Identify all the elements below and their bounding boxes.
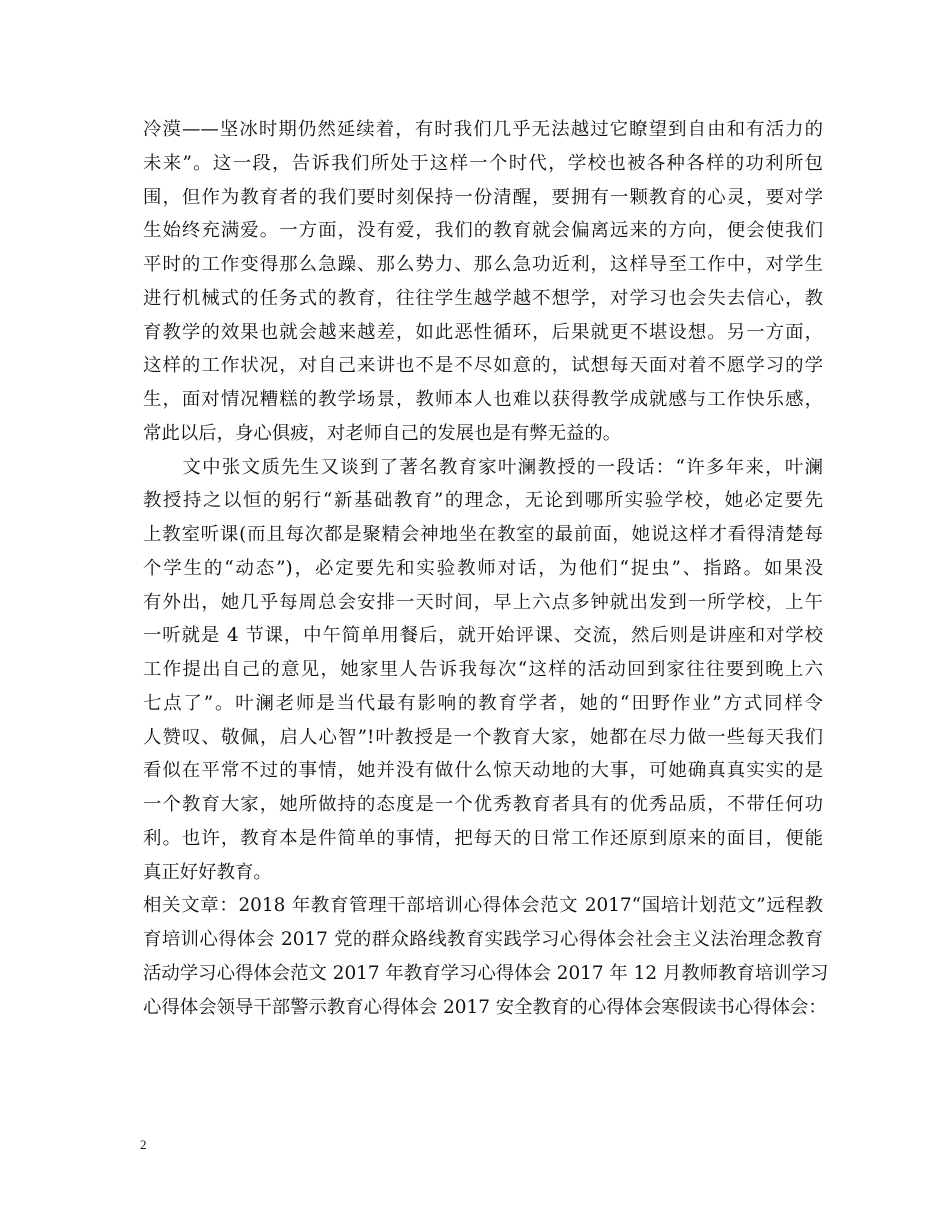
text-line: 围，但作为教育者的我们要时刻保持一份清醒，要拥有一颗教育的心灵，要对学 [143, 187, 823, 208]
text-line: 常此以后，身心俱疲，对老师自己的发展也是有弊无益的。 [143, 423, 622, 444]
text-line: 冷漠——坚冰时期仍然延续着，有时我们几乎无法越过它瞭望到自由和有活力的 [143, 119, 823, 140]
text-line: 一听就是 4 节课，中午简单用餐后，就开始评课、交流，然后则是讲座和对学校 [143, 625, 823, 646]
text-line: 育教学的效果也就会越来越差，如此恶性循环，后果就更不堪设想。另一方面， [143, 322, 823, 343]
related-articles-line: 相关文章：2018 年教育管理干部培训心得体会范文 2017“国培计划范文”远程教 [143, 895, 823, 916]
text-line: 有外出，她几乎每周总会安排一天时间，早上六点多钟就出发到一所学校，上午 [143, 592, 823, 613]
page-number: 2 [140, 1137, 147, 1152]
related-articles-line: 育培训心得体会 2017 党的群众路线教育实践学习心得体会社会主义法治理念教育 [143, 929, 823, 950]
text-line: 平时的工作变得那么急躁、那么势力、那么急功近利，这样导至工作中，对学生 [143, 254, 823, 275]
text-line: 文中张文质先生又谈到了著名教育家叶澜教授的一段话：“许多年来，叶澜 [143, 457, 823, 478]
related-articles-line: 心得体会领导干部警示教育心得体会 2017 安全教育的心得体会寒假读书心得体会： [143, 997, 827, 1018]
text-line: 未来”。这一段，告诉我们所处于这样一个时代，学校也被各种各样的功利所包 [143, 153, 823, 174]
text-line: 利。也许，教育本是件简单的事情，把每天的日常工作还原到原来的面目，便能 [143, 828, 823, 849]
text-line: 一个教育大家，她所做持的态度是一个优秀教育者具有的优秀品质，不带任何功 [143, 794, 823, 815]
text-line: 人赞叹、敬佩，启人心智”!叶教授是一个教育大家，她都在尽力做一些每天我们 [143, 727, 823, 748]
text-line: 生，面对情况糟糕的教学场景，教师本人也难以获得教学成就感与工作快乐感， [143, 389, 823, 410]
related-articles-line: 活动学习心得体会范文 2017 年教育学习心得体会 2017 年 12 月教师教育培训学习 [143, 963, 829, 984]
text-line: 七点了”。叶澜老师是当代最有影响的教育学者，她的“田野作业”方式同样令 [143, 693, 823, 714]
text-line: 教授持之以恒的躬行“新基础教育”的理念，无论到哪所实验学校，她必定要先 [143, 490, 823, 511]
text-line: 进行机械式的任务式的教育，往往学生越学越不想学，对学习也会失去信心，教 [143, 288, 823, 309]
text-line: 看似在平常不过的事情，她并没有做什么惊天动地的大事，可她确真真实实的是 [143, 760, 823, 781]
text-line: 工作提出自己的意见，她家里人告诉我每次“这样的活动回到家往往要到晚上六 [143, 659, 823, 680]
text-line: 生始终充满爱。一方面，没有爱，我们的教育就会偏离远来的方向，便会使我们 [143, 220, 823, 241]
text-line: 真正好好教育。 [143, 862, 272, 883]
text-line: 这样的工作状况，对自己来讲也不是不尽如意的，试想每天面对着不愿学习的学 [143, 355, 823, 376]
text-line: 个学生的“动态”)，必定要先和实验教师对话，为他们“捉虫”、指路。如果没 [143, 558, 823, 579]
text-line: 上教室听课(而且每次都是聚精会神地坐在教室的最前面，她说这样才看得清楚每 [143, 524, 823, 545]
